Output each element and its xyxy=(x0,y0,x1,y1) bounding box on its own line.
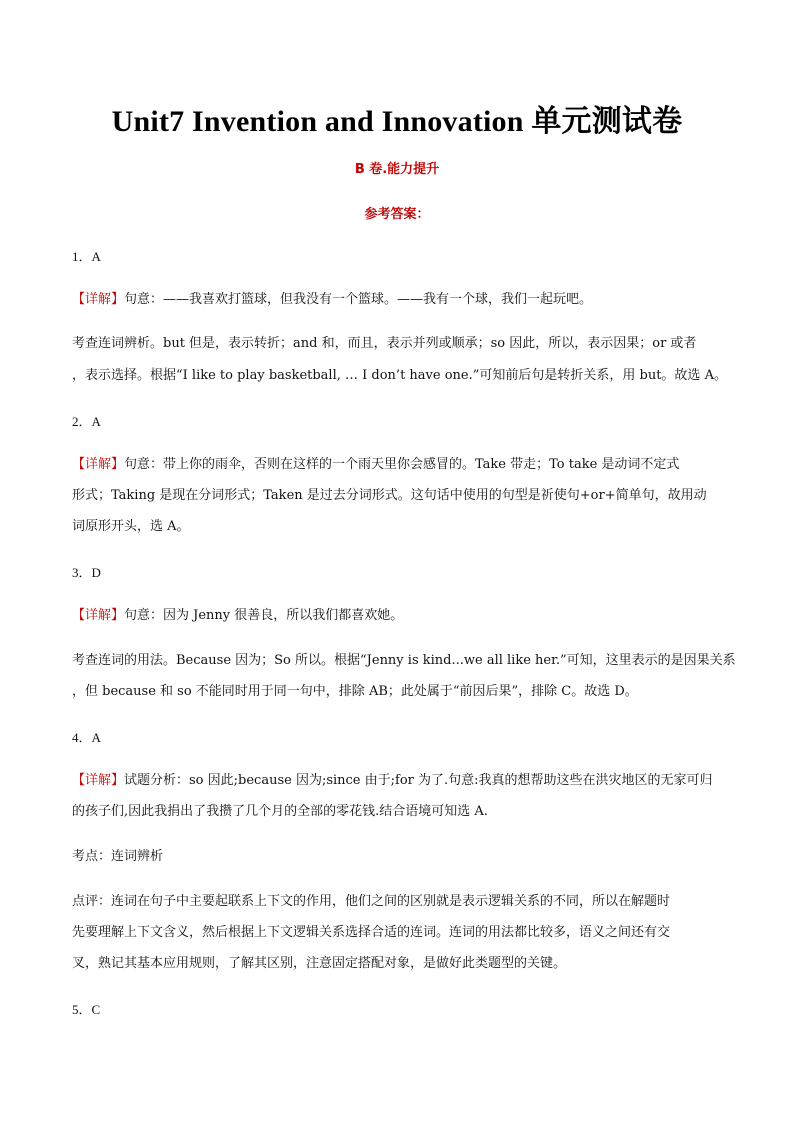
answer-explanation-line: 考查连词辨析。but 但是，表示转折；and 和，而且，表示并列或顺承；so 因此，所以，表示因果；or 或者 xyxy=(72,336,697,351)
explanation-text: 句意：带上你的雨伞，否则在这样的一个雨天里你会感冒的。Take 带走；To take 是动词不定式 xyxy=(124,457,680,472)
answer-heading: 参考答案： xyxy=(364,207,430,222)
answer-explanation-line: 考查连词的用法。Because 因为；So 所以。根据“Jenny is kind...we all like her.”可知，这里表示的是因果关系 xyxy=(72,653,736,668)
answer-number: 1．A xyxy=(72,249,101,264)
answer-explanation-line: ，表示选择。根据“I like to play basketball, … I don’t have one.”可知前后句是转折关系，用 but。故选 A。 xyxy=(72,368,727,383)
answer-explanation-line: 形式；Taking 是现在分词形式；Taken 是过去分词形式。这句话中使用的句型是祈使句+or+简单句，故用动 xyxy=(72,488,707,503)
answer-number: 4．A xyxy=(72,730,101,745)
document-title: Unit7 Invention and Innovation 单元测试卷 xyxy=(111,105,683,138)
detail-tag: 【详解】 xyxy=(72,608,125,623)
knowledge-point: 考点：连词辨析 xyxy=(72,849,164,864)
explanation-text: 句意：——我喜欢打篮球，但我没有一个篮球。——我有一个球，我们一起玩吧。 xyxy=(124,292,593,307)
answer-explanation-line: 词原形开头，选 A。 xyxy=(72,519,190,534)
answer-number: 2．A xyxy=(72,414,101,429)
answer-explanation-line xyxy=(72,606,732,626)
answer-explanation-line xyxy=(72,290,732,310)
explanation-text: 试题分析：so 因此;because 因为;since 由于;for 为了.句意:我真的想帮助这些在洪灾地区的无家可归 xyxy=(124,773,713,788)
document-subtitle: B 卷.能力提升 xyxy=(354,162,440,177)
answer-explanation-line: ，但 because 和 so 不能同时用于同一句中，排除 AB；此处属于“前因后果”，排除 C。故选 D。 xyxy=(72,684,638,699)
detail-tag: 【详解】 xyxy=(72,457,125,472)
detail-tag: 【详解】 xyxy=(72,773,125,788)
detail-tag: 【详解】 xyxy=(72,292,125,307)
answer-number: 3．D xyxy=(72,565,101,580)
answer-explanation-line: 的孩子们,因此我捐出了我攒了几个月的全部的零花钱.结合语境可知选 A. xyxy=(72,804,488,819)
answer-explanation-line xyxy=(72,771,732,791)
commentary-line: 先要理解上下文含义，然后根据上下文逻辑关系选择合适的连词。连词的用法都比较多，语义之间还有交 xyxy=(72,925,671,940)
commentary-line: 叉，熟记其基本应用规则，了解其区别，注意固定搭配对象，是做好此类题型的关键。 xyxy=(72,956,567,971)
explanation-text: 句意：因为 Jenny 很善良，所以我们都喜欢她。 xyxy=(124,608,404,623)
answer-number: 5．C xyxy=(72,1002,101,1017)
answer-explanation-line xyxy=(72,455,732,475)
commentary-line: 点评：连词在句子中主要起联系上下文的作用，他们之间的区别就是表示逻辑关系的不同，所以在解题时 xyxy=(72,894,671,909)
